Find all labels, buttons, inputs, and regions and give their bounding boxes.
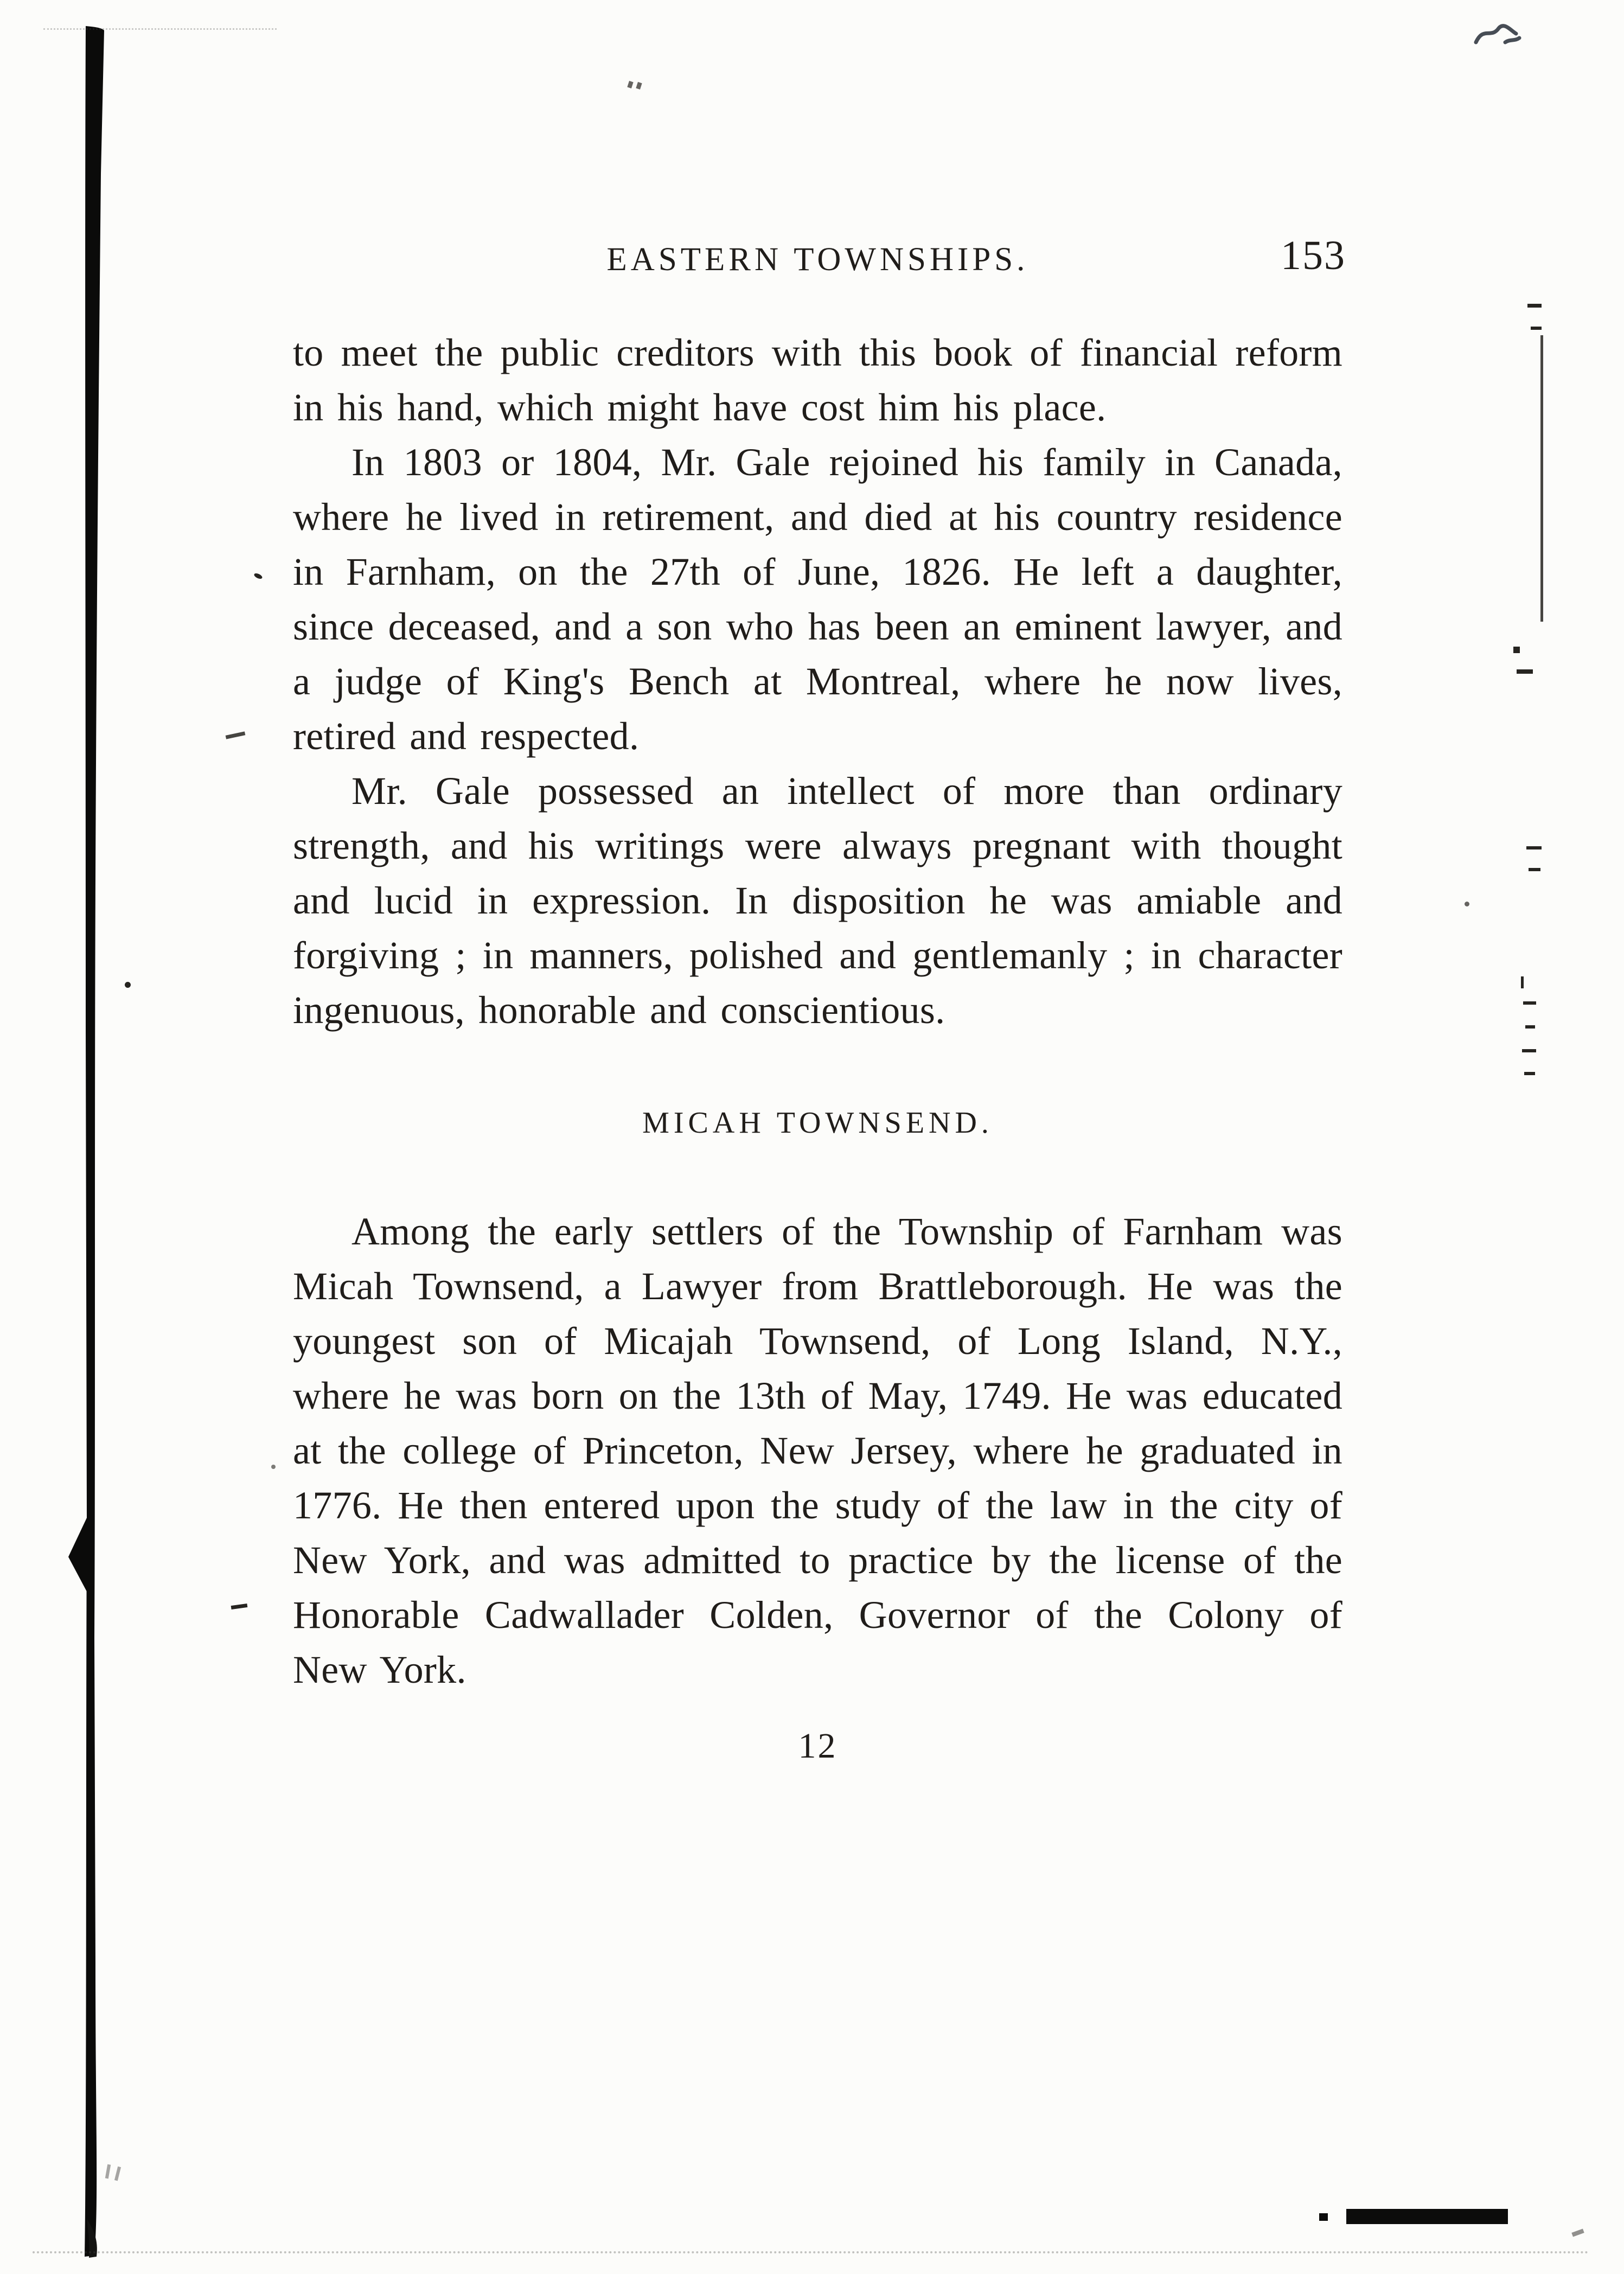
page-number: 153 — [1281, 233, 1346, 278]
paragraph-gale-family: In 1803 or 1804, Mr. Gale rejoined his family in Canada, where he lived in retirement, and died at his country residence in Farnham, on the 27th of June, 1826. He left a daughter, since deceased, and a son who has been an eminent lawyer, and a judge of King's Bench at Montreal, where he now lives, retired and respected. — [293, 440, 1342, 758]
ink-mark-dash — [1522, 1049, 1536, 1052]
ink-mark-square — [1513, 647, 1520, 653]
ink-mark-dash — [1517, 669, 1533, 674]
page-content — [293, 233, 1346, 1767]
ink-mark-dash — [1524, 1072, 1535, 1075]
ink-mark-comma — [253, 572, 263, 580]
ink-mark-tick — [1521, 976, 1524, 988]
ink-mark-dash — [1529, 868, 1540, 871]
running-title: EASTERN TOWNSHIPS. — [606, 241, 1029, 278]
section-heading: MICAH TOWNSEND. — [642, 1106, 993, 1140]
paragraph-townsend: Among the early settlers of the Township of Farnham was Micah Townsend, a Lawyer from Brattleborough. He was the youngest son of Micajah Townsend, of Long Island, N.Y., where he was born on the 13th of May, 1749. He was educated at the college of Princeton, New Jersey, where he graduated in 1776. He then entered upon the study of the law in the city of New York, and was admitted to practice by the license of the Honorable Cadwallader Colden, Governor of the Colony of New York. — [293, 1210, 1342, 1691]
scanner-edge-dots-top — [43, 28, 277, 30]
signature-mark: 12 — [798, 1726, 837, 1766]
page-header — [293, 233, 1346, 290]
ink-mark-dash — [1531, 327, 1542, 330]
paragraph-continuation: to meet the public creditors with this book of financial reform in his hand, which might have cost him his place. — [293, 331, 1342, 429]
ink-mark-dash — [1571, 2228, 1584, 2237]
ink-mark-tick — [627, 81, 633, 88]
ink-mark-square — [1319, 2213, 1328, 2221]
ink-squiggle-mark — [1473, 21, 1524, 54]
binding-ink-edge — [65, 0, 136, 2274]
ink-mark-dot — [271, 1465, 276, 1469]
ink-mark-dash — [1523, 1001, 1536, 1005]
paragraph-gale-character: Mr. Gale possessed an intellect of more than ordinary strength, and his writings were always pregnant with thought and lucid in expression. In disposition he was amiable and forgiving ; in manners, polished and gentlemanly ; in character ingenuous, honorable and conscientious. — [293, 769, 1342, 1032]
ink-bar — [1346, 2209, 1508, 2224]
ink-mark-tick — [636, 82, 642, 90]
ink-mark-dash — [231, 1604, 248, 1609]
ink-mark-vline — [1540, 335, 1543, 622]
scanner-edge-dots-bottom — [33, 2251, 1589, 2253]
ink-mark-dash — [1527, 304, 1542, 308]
ink-mark-dash — [1525, 1025, 1535, 1029]
ink-mark-dash — [1526, 846, 1542, 849]
ink-mark-dot — [1465, 902, 1469, 906]
ink-mark-dot — [125, 982, 131, 988]
ink-mark-tilde — [226, 731, 246, 739]
